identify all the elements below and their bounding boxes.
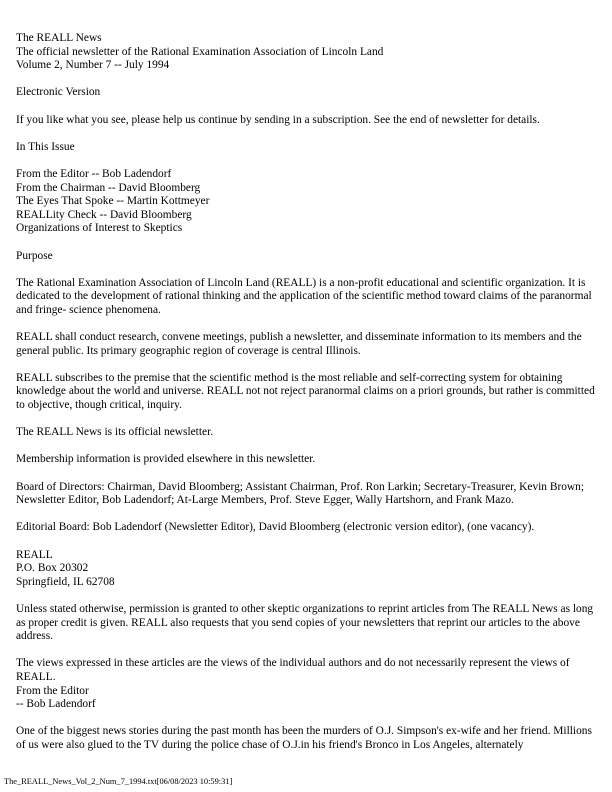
- views-note: The views expressed in these articles are the views of the individual authors and do not necessarily represent the views of REALL.: [16, 657, 570, 683]
- contents-item: The Eyes That Spoke -- Martin Kottmeyer: [16, 195, 210, 208]
- purpose-paragraph: REALL subscribes to the premise that the scientific method is the most reliable and self-correcting system for obtaining knowledge about the world and universe. REALL not not reject paranormal claims on a priori grounds, but rather is committed to objective, though critical, inquiry.: [16, 371, 595, 412]
- reprint-note: Unless stated otherwise, permission is granted to other skeptic organizations to reprint articles from The REALL News as long as proper credit is given. REALL also requests that you send copies of your newsletters that reprint our articles to the above address.: [16, 602, 594, 643]
- contents-item: REALLity Check -- David Bloomberg: [16, 208, 192, 221]
- board-of-directors: Board of Directors: Chairman, David Bloomberg; Assistant Chairman, Prof. Ron Larkin; Secretary-Treasurer, Kevin Brown; Newsletter Editor, Bob Ladendorf; At-Large Members, Prof. Steve Egger, Wally Hartshorn, and Frank Mazo.: [16, 480, 585, 507]
- contents-heading: In This Issue: [16, 140, 75, 153]
- newsletter-title: The REALL News: [16, 32, 102, 44]
- editorial-board: Editorial Board: Bob Ladendorf (Newsletter Editor), David Bloomberg (electronic version editor), (one vacancy).: [16, 521, 535, 534]
- purpose-paragraph: REALL shall conduct research, convene meetings, publish a newsletter, and disseminate information to its members and the general public. Its primary geographic region of coverage is central Illinois.: [16, 331, 582, 357]
- editor-block: [16, 657, 598, 711]
- purpose-paragraph: The REALL News is its official newsletter.: [16, 426, 214, 439]
- editor-heading: From the Editor: [16, 684, 89, 697]
- contents-item: From the Editor -- Bob Ladendorf: [16, 167, 172, 180]
- contents-item: From the Chairman -- David Bloomberg: [16, 181, 201, 194]
- purpose-paragraph: Membership information is provided elsewhere in this newsletter.: [16, 453, 316, 466]
- contents-list: [16, 168, 598, 236]
- purpose-heading: Purpose: [16, 249, 53, 262]
- mailing-address: [16, 549, 598, 590]
- contents-item: Organizations of Interest to Skeptics: [16, 222, 183, 235]
- newsletter-page: [16, 32, 598, 752]
- issue-line: Volume 2, Number 7 -- July 1994: [16, 59, 170, 72]
- address-name: REALL: [16, 548, 53, 561]
- electronic-version-label: Electronic Version: [16, 86, 101, 99]
- subscription-note: If you like what you see, please help us continue by sending in a subscription. See the end of newsletter for details.: [16, 113, 540, 126]
- editor-byline: -- Bob Ladendorf: [16, 698, 96, 711]
- address-city: Springfield, IL 62708: [16, 575, 115, 588]
- purpose-paragraph: The Rational Examination Association of Lincoln Land (REALL) is a non-profit educational and scientific organization. It is dedicated to the development of rational thinking and the application of the scientific method toward claims of the paranormal and fringe- science phenomena.: [16, 276, 592, 316]
- address-box: P.O. Box 20302: [16, 562, 89, 575]
- newsletter-subtitle: The official newsletter of the Rational Examination Association of Lincoln Land: [16, 45, 384, 58]
- page-footer: The_REALL_News_Vol_2_Num_7_1994.txt[06/08/2023 10:59:31]: [4, 777, 233, 786]
- masthead: [16, 32, 598, 73]
- editor-body: One of the biggest news stories during the past month has been the murders of O.J. Simpson's ex-wife and her friend. Millions of us were also glued to the TV during the police chase of O.J.in his friend's Bronco in Los Angeles, alternately: [16, 725, 592, 751]
